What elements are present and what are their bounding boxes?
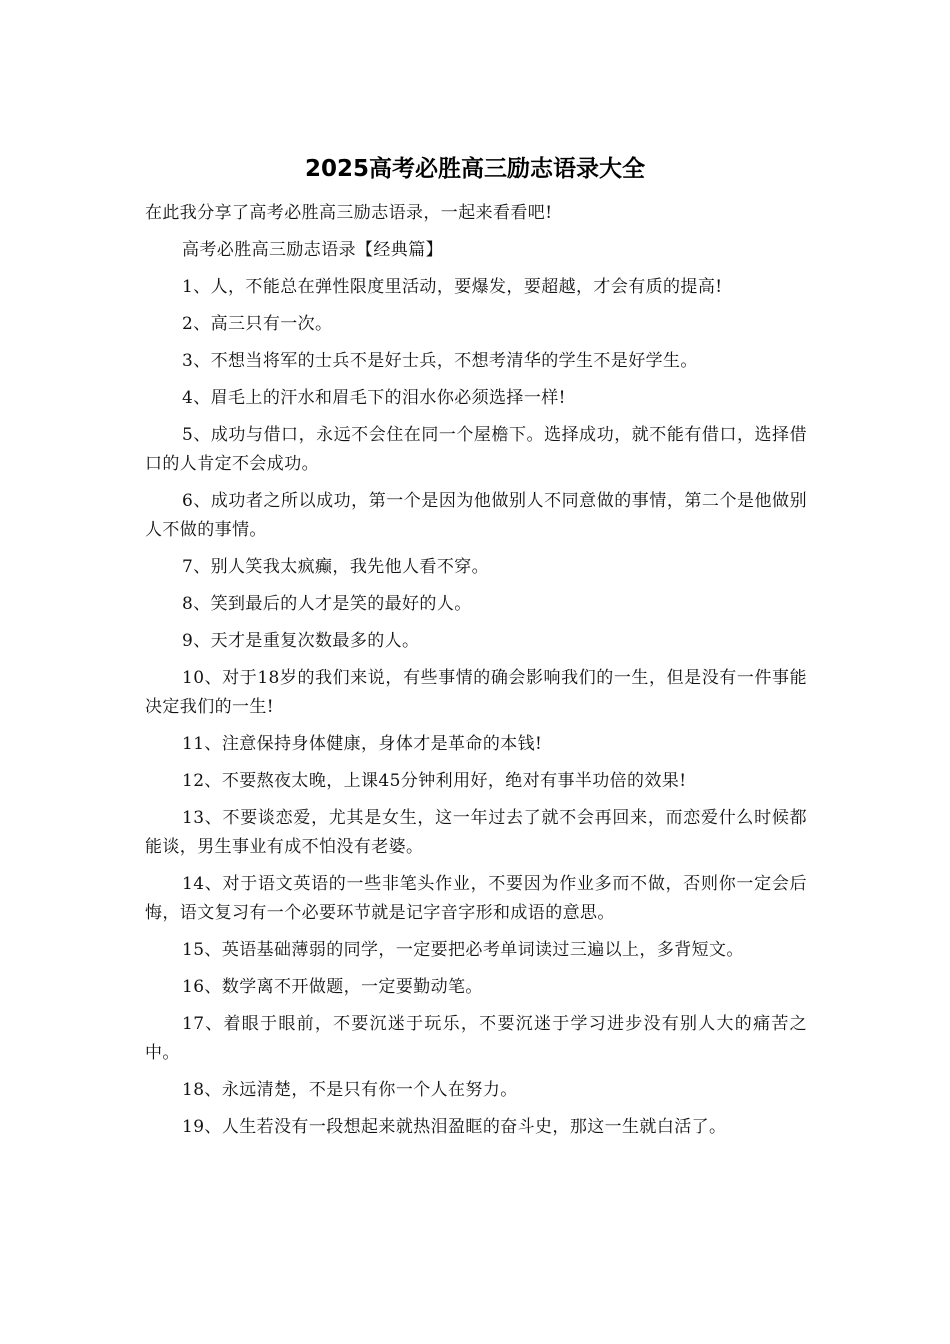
list-item: 18、永远清楚，不是只有你一个人在努力。	[182, 1080, 518, 1100]
list-item: 16、数学离不开做题，一定要勤动笔。	[182, 977, 483, 997]
section-heading: 高考必胜高三励志语录【经典篇】	[182, 240, 443, 260]
list-item: 1、人，不能总在弹性限度里活动，要爆发，要超越，才会有质的提高!	[182, 277, 723, 297]
list-item: 19、人生若没有一段想起来就热泪盈眶的奋斗史，那这一生就白活了。	[182, 1117, 727, 1137]
document-title: 2025高考必胜高三励志语录大全	[304, 156, 645, 182]
list-item: 7、别人笑我太疯癫，我先他人看不穿。	[182, 557, 490, 577]
list-item: 15、英语基础薄弱的同学，一定要把必考单词读过三遍以上，多背短文。	[182, 940, 744, 960]
list-item: 11、注意保持身体健康，身体才是革命的本钱!	[182, 734, 543, 754]
list-item: 2、高三只有一次。	[182, 314, 333, 334]
list-item: 17、着眼于眼前，不要沉迷于玩乐，不要沉迷于学习进步没有别人大的痛苦之中。	[145, 1014, 807, 1063]
list-item: 8、笑到最后的人才是笑的最好的人。	[182, 594, 472, 614]
list-item: 13、不要谈恋爱，尤其是女生，这一年过去了就不会再回来，而恋爱什么时候都能谈，男生事业有成不怕没有老婆。	[145, 808, 807, 857]
list-item: 3、不想当将军的士兵不是好士兵，不想考清华的学生不是好学生。	[182, 351, 698, 371]
list-item: 4、眉毛上的汗水和眉毛下的泪水你必须选择一样!	[182, 388, 566, 408]
intro-paragraph: 在此我分享了高考必胜高三励志语录，一起来看看吧!	[145, 203, 553, 223]
list-item: 5、成功与借口，永远不会住在同一个屋檐下。选择成功，就不能有借口，选择借口的人肯定不会成功。	[145, 425, 807, 474]
document-body	[145, 199, 807, 1150]
list-item: 6、成功者之所以成功，第一个是因为他做别人不同意做的事情，第二个是他做别人不做的事情。	[145, 491, 807, 540]
list-item: 14、对于语文英语的一些非笔头作业，不要因为作业多而不做，否则你一定会后悔，语文复习有一个必要环节就是记字音字形和成语的意思。	[145, 874, 807, 923]
list-item: 10、对于18岁的我们来说，有些事情的确会影响我们的一生，但是没有一件事能决定我们的一生!	[145, 668, 807, 717]
list-item: 9、天才是重复次数最多的人。	[182, 631, 420, 651]
list-item: 12、不要熬夜太晚，上课45分钟利用好，绝对有事半功倍的效果!	[182, 771, 687, 791]
